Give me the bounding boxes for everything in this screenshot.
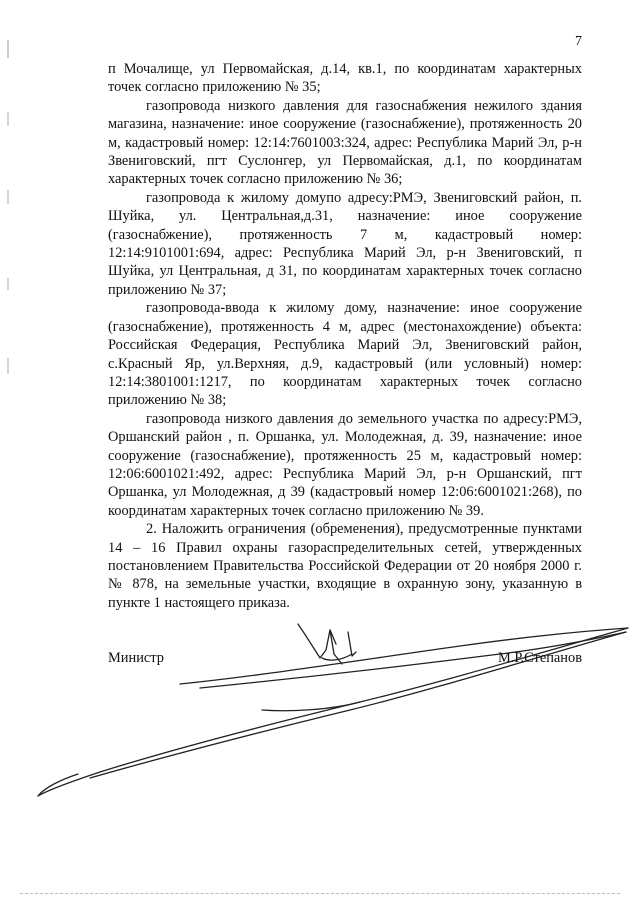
paragraph-item-38: газопровода-ввода к жилому дому, назначение: иное сооружение (газоснабжение), протяженность 4 м, адрес (местонахождение) объекта: Российская Федерация, Республика Марий Эл, Звениговский район, с.Красный Яр, ул.Верхняя, д.9, кадастровый (или условный) номер: 12:14:3801001:1217, по координатам характерных точек согласно приложению № 38; [108, 300, 582, 409]
document-body [108, 60, 582, 612]
paragraph-item-36: газопровода низкого давления для газоснабжения нежилого здания магазина, назначение: иное сооружение (газоснабжение), протяженность 20 м, кадастровый номер: 12:14:7601003:324, адрес: Республика Марий Эл, р-н Звениговский, пгт Суслонгер, ул Первомайская, д.1, по координатам характерных точек согласно приложению № 36; [108, 97, 582, 188]
paragraph-continuation: п Мочалище, ул Первомайская, д.14, кв.1, по координатам характерных точек согласно приложению № 35; [108, 61, 582, 96]
paragraph-item-39: газопровода низкого давления до земельного участка по адресу:РМЭ, Оршанский район , п. Оршанка, ул. Молодежная, д. 39, назначение: иное сооружение (газоснабжение), протяженность 25 м, кадастровый номер: 12:06:6001021:492, адрес: Республика Марий Эл, р-н Оршанский, пгт Оршанка, ул Молодежная, д 39 (кадастровый номер 12:06:6001021:268), по координатам характерных точек согласно приложению № 39. [108, 410, 582, 519]
signatory-title: Министр [108, 650, 164, 666]
paragraph-item-37: газопровода к жилому домупо адресу:РМЭ, Звениговский район, п. Шуйка, ул. Центральная,д.31, назначение: иное сооружение (газоснабжение), протяженность 7 м, кадастровый номер: 12:14:9101001:694, адрес: Республика Марий Эл, р-н Звениговский, п Шуйка, ул Центральная, д 31, по координатам характерных точек согласно приложению № 37; [108, 189, 582, 298]
handwritten-signature [30, 610, 640, 800]
scan-bottom-edge [20, 893, 620, 894]
signatory-name: М.Р.Степанов [497, 650, 582, 666]
signature-row [108, 650, 582, 670]
page-number: 7 [575, 34, 582, 49]
paragraph-clause-2: 2. Наложить ограничения (обременения), предусмотренные пунктами 14 – 16 Правил охраны газораспределительных сетей, утвержденных постановлением Правительства Российской Федерации от 20 ноября 2000 г. № 878, на земельные участки, входящие в охранную зону, указанную в пункте 1 настоящего приказа. [108, 521, 582, 611]
scan-margin-marks [6, 40, 10, 380]
